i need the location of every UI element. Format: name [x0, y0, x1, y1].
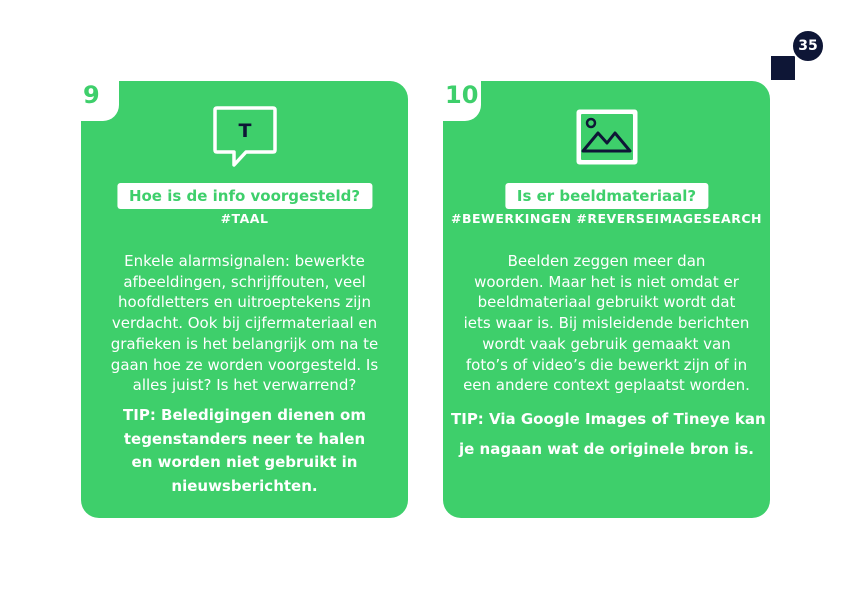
card-number-tab	[441, 79, 481, 121]
card-9	[81, 81, 408, 518]
tip-text	[89, 404, 400, 498]
tip-line: nieuwsberichten.	[171, 476, 318, 495]
body-line: beeldmateriaal gebruikt wordt dat	[477, 293, 736, 312]
card-10	[443, 81, 770, 518]
body-text	[95, 251, 394, 396]
card-number: 9	[83, 81, 100, 109]
tip-line: je nagaan wat de originele bron is.	[459, 440, 754, 458]
card-number: 10	[445, 81, 479, 109]
body-line: Enkele alarmsignalen: bewerkte	[124, 252, 365, 270]
image-icon	[574, 107, 640, 171]
speech-bubble-t-icon	[212, 105, 278, 173]
page-badge-square	[771, 56, 795, 80]
tip-line: tegenstanders neer te halen	[123, 429, 366, 448]
question-label: Is er beeldmateriaal?	[505, 183, 708, 209]
card-number-tab	[79, 79, 119, 121]
hashtags: #BEWERKINGEN #REVERSEIMAGESEARCH	[451, 211, 762, 226]
body-line: wordt vaak gebruik gemaakt van	[482, 334, 731, 353]
body-line: hoofdletters en uitroeptekens zijn	[118, 293, 371, 312]
body-line: Beelden zeggen meer dan	[507, 252, 706, 270]
body-line: grafieken is het belangrijk om na te	[110, 334, 379, 353]
body-text	[457, 251, 756, 396]
hashtags: #TAAL	[220, 211, 269, 226]
tip-text	[451, 404, 766, 464]
tip-line: en worden niet gebruikt in	[131, 453, 358, 471]
body-line: afbeeldingen, schrijffouten, veel	[123, 272, 366, 291]
tip-line: TIP: Beledigingen dienen om	[123, 406, 366, 424]
body-line: gaan hoe ze worden voorgesteld. Is	[110, 355, 379, 374]
body-line: een andere context geplaatst worden.	[463, 376, 750, 395]
body-line: iets waar is. Bij misleidende berichten	[463, 314, 750, 333]
page-number-badge: 35	[791, 29, 825, 63]
body-line: woorden. Maar het is niet omdat er	[474, 272, 739, 291]
question-label: Hoe is de info voorgesteld?	[117, 183, 372, 209]
body-line: alles juist? Is het verwarrend?	[132, 376, 357, 395]
body-line: verdacht. Ook bij cijfermateriaal en	[111, 314, 378, 333]
body-line: foto’s of video’s die bewerkt zijn of in	[465, 355, 748, 374]
svg-text:T: T	[238, 120, 251, 142]
tip-line: TIP: Via Google Images of Tineye kan	[451, 410, 766, 428]
